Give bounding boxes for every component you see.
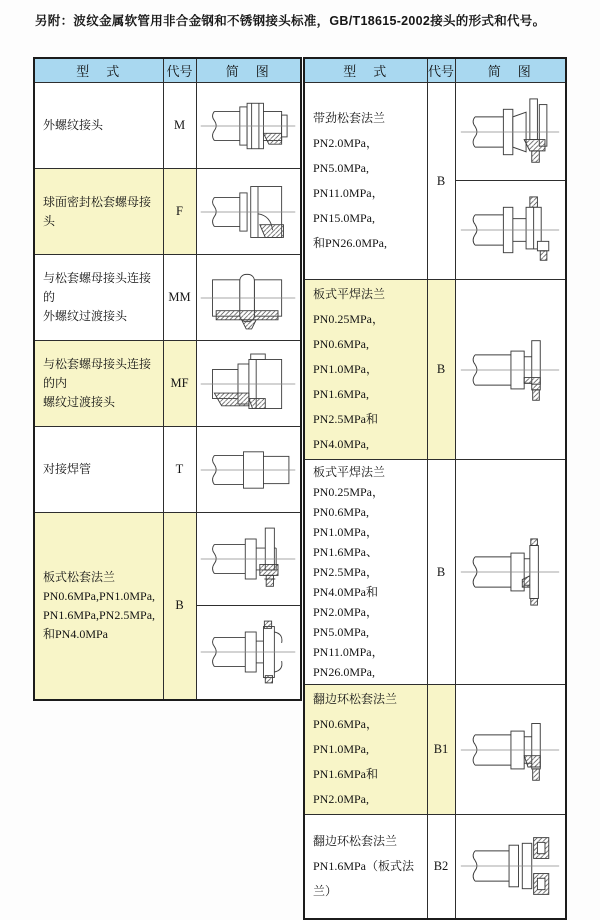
type-text: 带劲松套法兰 bbox=[313, 111, 386, 125]
diagram-cell bbox=[196, 427, 301, 513]
page-title: 另附：波纹金属软管用非合金钢和不锈钢接头标准，GB/T18615-2002接头的形式和代号。 bbox=[35, 14, 546, 28]
male-threaded-joint-diagram bbox=[198, 92, 298, 160]
plate-flat-weld-flange-diagram-1 bbox=[458, 334, 562, 406]
table-row bbox=[34, 255, 301, 341]
table-row bbox=[34, 513, 301, 606]
type-cell bbox=[34, 83, 163, 169]
type-text: 和PN26.0MPa, bbox=[313, 236, 388, 250]
type-cell bbox=[304, 815, 427, 919]
type-cell bbox=[34, 255, 163, 341]
code-cell: F bbox=[163, 169, 196, 255]
code-cell: M bbox=[163, 83, 196, 169]
header-row bbox=[34, 58, 301, 83]
code-cell: B bbox=[163, 513, 196, 700]
type-text: 与松套螺母接头连接的 bbox=[43, 271, 152, 304]
type-text: 对接焊管 bbox=[43, 462, 92, 476]
table-row bbox=[304, 280, 566, 460]
type-text: PN1.6MPa（板式法兰） bbox=[313, 858, 415, 898]
type-text: 板式平焊法兰 bbox=[313, 465, 386, 479]
diagram-cell bbox=[196, 341, 301, 427]
type-cell bbox=[34, 427, 163, 513]
code-cell: MF bbox=[163, 341, 196, 427]
diagram-cell bbox=[455, 181, 566, 280]
type-text: PN1.6MPa和PN2.0MPa, bbox=[313, 767, 379, 806]
type-cell bbox=[304, 685, 427, 815]
type-text: PN1.6MPa,PN2.5MPa, bbox=[43, 607, 156, 622]
code-cell: B1 bbox=[427, 685, 455, 815]
diagram-cell bbox=[455, 83, 566, 181]
code-cell: B bbox=[427, 460, 455, 685]
type-cell bbox=[304, 460, 427, 685]
table-row bbox=[304, 685, 566, 815]
table-row bbox=[304, 460, 566, 685]
type-text: PN11.0MPa，PN26.0MPa, bbox=[313, 645, 384, 679]
type-text: 翻边环松套法兰 bbox=[313, 692, 398, 706]
header-diagram: 简 图 bbox=[455, 58, 566, 83]
diagram-cell bbox=[455, 685, 566, 815]
table-row bbox=[304, 83, 566, 181]
type-text: PN2.5MPa，PN4.0MPa和 bbox=[313, 565, 379, 599]
header-type: 型 式 bbox=[34, 58, 163, 83]
table-row bbox=[34, 341, 301, 427]
type-text: PN2.0MPa，PN5.0MPa, bbox=[313, 605, 379, 639]
table-row bbox=[34, 427, 301, 513]
flared-ring-loose-flange-b2-diagram bbox=[458, 830, 562, 902]
code-cell: MM bbox=[163, 255, 196, 341]
type-text: 翻边环松套法兰 bbox=[313, 833, 398, 848]
type-text: 与松套螺母接头连接的内 bbox=[43, 357, 152, 390]
type-text: PN2.5MPa和PN4.0MPa, bbox=[313, 412, 379, 451]
diagram-cell bbox=[196, 255, 301, 341]
type-text: PN2.0MPa，PN5.0MPa, bbox=[313, 136, 379, 175]
diagram-cell bbox=[196, 169, 301, 255]
type-text: PN0.25MPa，PN0.6MPa, bbox=[313, 485, 385, 519]
female-thread-transition-joint-diagram bbox=[198, 350, 298, 418]
table-row bbox=[304, 815, 566, 919]
plate-loose-flange-diagram-1 bbox=[198, 524, 298, 594]
butt-weld-pipe-diagram bbox=[198, 436, 298, 504]
type-text: PN0.6MPa,PN1.0MPa, bbox=[43, 588, 156, 603]
plate-flat-weld-flange-diagram-2 bbox=[458, 536, 562, 608]
code-cell: T bbox=[163, 427, 196, 513]
diagram-cell bbox=[196, 606, 301, 700]
plate-loose-flange-diagram-2 bbox=[198, 617, 298, 687]
necked-loose-flange-diagram-1 bbox=[458, 96, 562, 168]
flared-ring-loose-flange-b1-diagram bbox=[458, 715, 562, 785]
type-text: PN0.6MPa，PN1.0MPa, bbox=[313, 717, 379, 756]
type-text: 螺纹过渡接头 bbox=[43, 395, 116, 409]
fitting-table-right bbox=[303, 57, 567, 920]
type-text: PN0.25MPa，PN0.6MPa, bbox=[313, 312, 385, 351]
header-code: 代号 bbox=[427, 58, 455, 83]
spherical-seal-loose-nut-joint-diagram bbox=[198, 178, 298, 246]
type-text: 外螺纹过渡接头 bbox=[43, 309, 128, 323]
header-diagram: 简 图 bbox=[196, 58, 301, 83]
header-row bbox=[304, 58, 566, 83]
diagram-cell bbox=[196, 513, 301, 606]
type-cell bbox=[304, 280, 427, 460]
type-text: 板式平焊法兰 bbox=[313, 287, 386, 301]
fitting-table-left bbox=[33, 57, 302, 701]
type-cell bbox=[304, 83, 427, 280]
code-cell: B2 bbox=[427, 815, 455, 919]
type-cell bbox=[34, 169, 163, 255]
code-cell: B bbox=[427, 83, 455, 280]
type-text: PN1.0MPa，PN1.6MPa, bbox=[313, 362, 379, 401]
type-cell bbox=[34, 341, 163, 427]
diagram-cell bbox=[196, 83, 301, 169]
type-text: PN11.0MPa，PN15.0MPa, bbox=[313, 186, 384, 225]
code-cell: B bbox=[427, 280, 455, 460]
necked-loose-flange-diagram-2 bbox=[458, 194, 562, 266]
table-row bbox=[34, 83, 301, 169]
header-type: 型 式 bbox=[304, 58, 427, 83]
header-code: 代号 bbox=[163, 58, 196, 83]
type-text: PN1.0MPa，PN1.6MPa、 bbox=[313, 525, 379, 559]
diagram-cell bbox=[455, 280, 566, 460]
type-text: 球面密封松套螺母接头 bbox=[43, 194, 152, 228]
diagram-cell bbox=[455, 460, 566, 685]
type-text: 板式松套法兰 bbox=[43, 569, 116, 584]
type-text: 和PN4.0MPa bbox=[43, 626, 109, 641]
male-thread-transition-joint-diagram bbox=[198, 264, 298, 332]
diagram-cell bbox=[455, 815, 566, 919]
type-text: 外螺纹接头 bbox=[43, 118, 104, 132]
table-row bbox=[34, 169, 301, 255]
type-cell bbox=[34, 513, 163, 700]
